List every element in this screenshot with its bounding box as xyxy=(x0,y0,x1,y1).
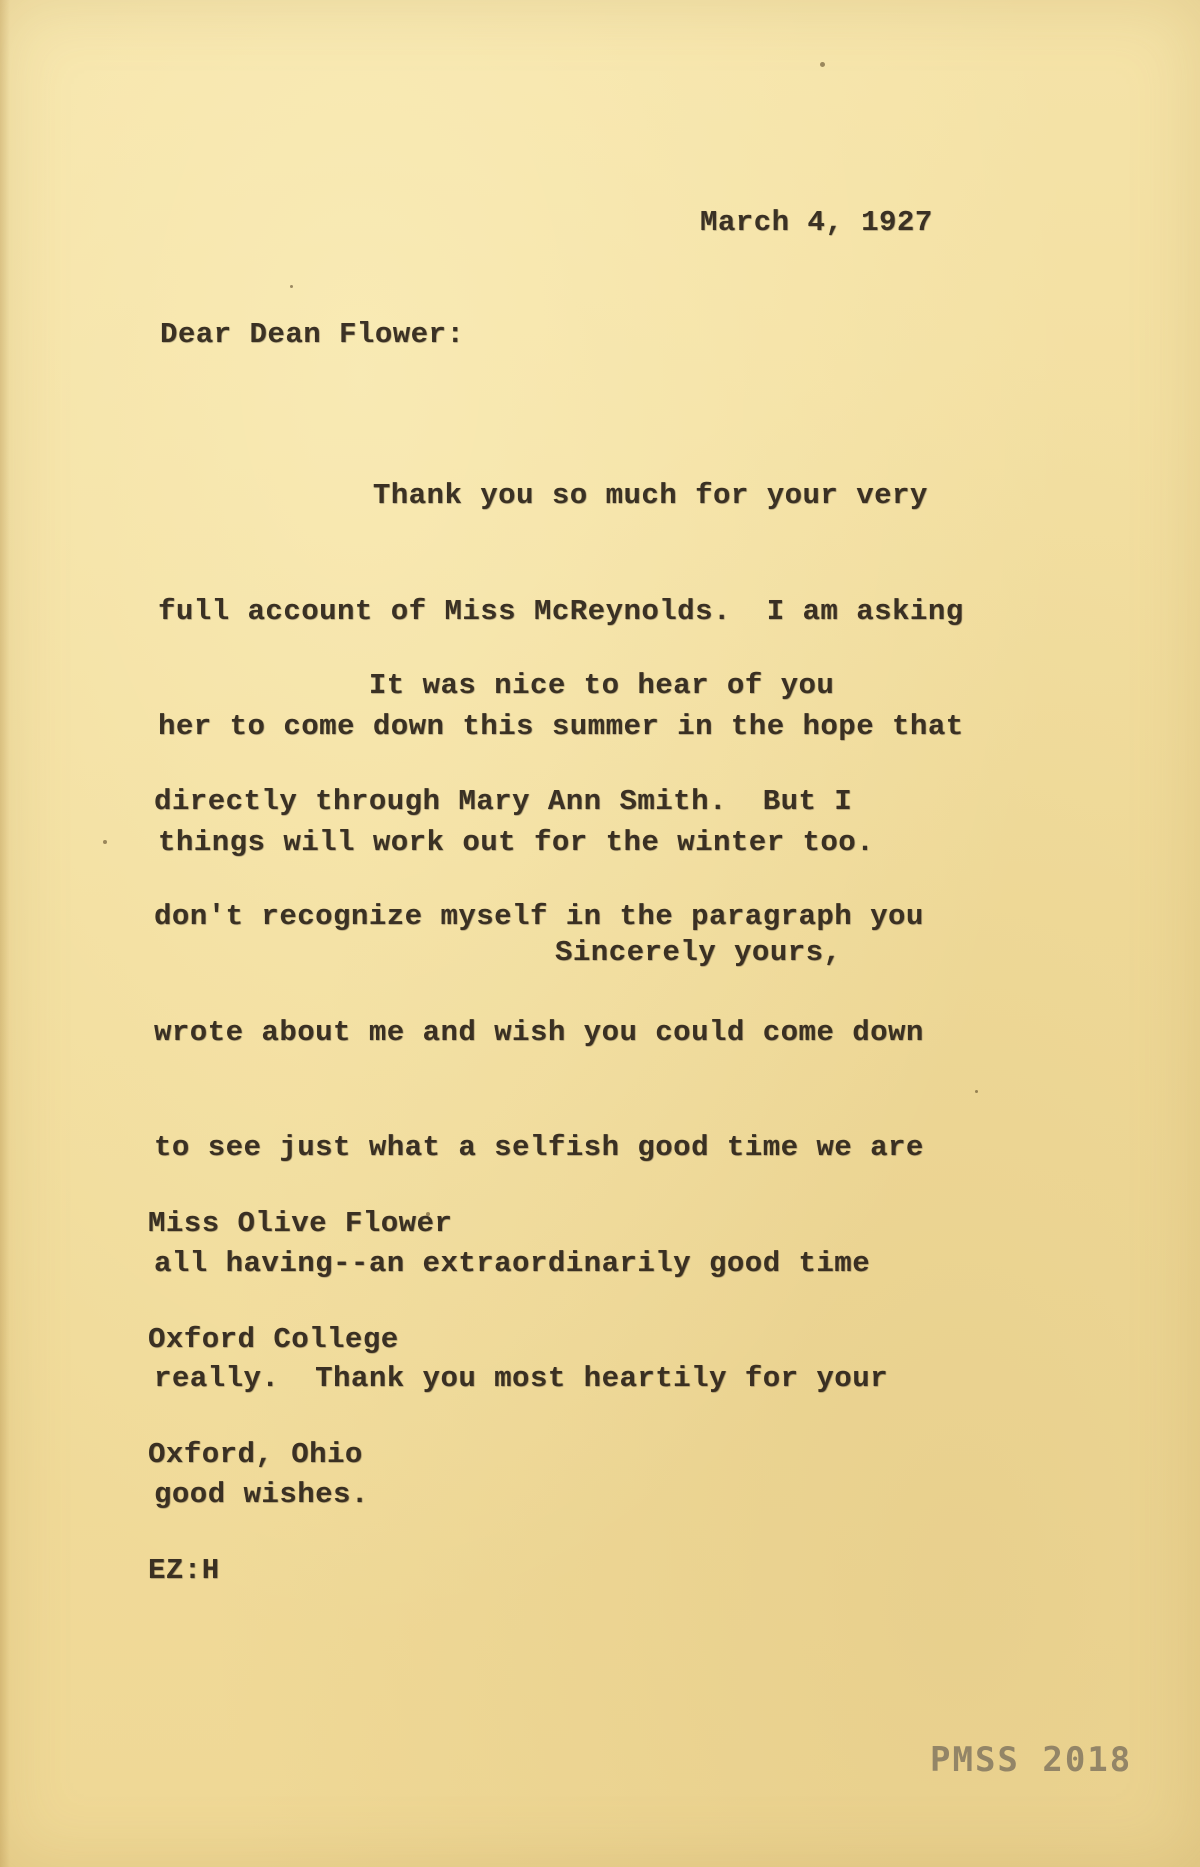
address-line: Oxford, Ohio xyxy=(148,1438,363,1471)
recipient-address xyxy=(148,1128,452,1667)
address-line: Oxford College xyxy=(148,1322,399,1356)
paragraph-line: good wishes. xyxy=(154,1477,369,1511)
paragraph-line: wrote about me and wish you could come down xyxy=(154,1015,924,1049)
paragraph-line: to see just what a selfish good time we are xyxy=(154,1131,924,1164)
paragraph-line: full account of Miss McReynolds. I am asking xyxy=(158,594,964,628)
paragraph-line: It was nice to hear of you xyxy=(154,669,835,702)
paragraph-line: Thank you so much for your very xyxy=(158,479,928,512)
paragraph-line: all having--an extraordinarily good time xyxy=(154,1246,871,1280)
paragraph-line: really. Thank you most heartily for your xyxy=(154,1362,889,1395)
paragraph-line: things will work out for the winter too. xyxy=(158,825,875,859)
paper-speck xyxy=(975,1090,978,1093)
paragraph-line: her to come down this summer in the hope that xyxy=(158,710,964,743)
archive-stamp: PMSS 2018 xyxy=(930,1740,1133,1780)
letter-date: March 4, 1927 xyxy=(700,206,933,239)
reference-initials: EZ:H xyxy=(148,1553,220,1587)
paper-speck xyxy=(820,62,825,67)
paper-speck xyxy=(290,285,293,288)
salutation: Dear Dean Flower: xyxy=(160,318,465,351)
paper-speck xyxy=(103,840,107,844)
paragraph-line: directly through Mary Ann Smith. But I xyxy=(154,784,853,818)
closing: Sincerely yours, xyxy=(555,936,842,969)
address-line: Miss Olive Flower xyxy=(148,1207,453,1240)
paragraph-line: don't recognize myself in the paragraph you xyxy=(154,900,924,933)
